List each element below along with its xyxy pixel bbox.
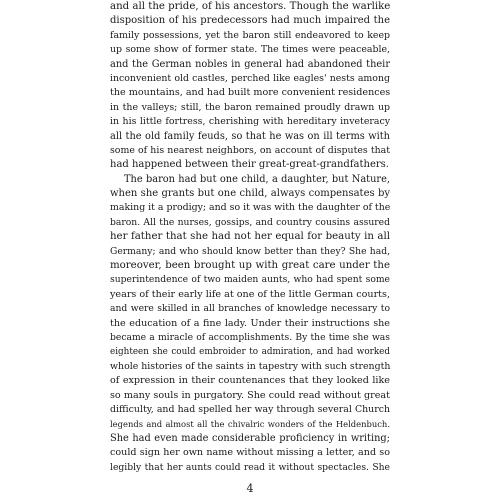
text-line: and the German nobles in general had abandoned their [110, 58, 390, 70]
text-line: years of their early life at one of the little German courts, [110, 288, 390, 300]
text-line: became a miracle of accomplishments. By the time she was [110, 331, 390, 343]
paragraph-1 [110, 0, 390, 173]
text-line: up some show of former state. The times were peaceable, [110, 44, 390, 56]
text-line: baron. All the nurses, gossips, and country cousins assured [110, 216, 390, 228]
text-line: in the valleys; still, the baron remained proudly drawn up [110, 101, 390, 113]
text-line: legends and almost all the chivalric wonders of the Heldenbuch. [110, 419, 390, 430]
text-line: could sign her own name without missing a letter, and so [110, 447, 390, 459]
text-line: and all the pride, of his ancestors. Though the warlike [110, 1, 391, 12]
text-line: and were skilled in all branches of knowledge necessary to [110, 303, 390, 315]
paragraph-2 [110, 173, 390, 475]
text-line: all the old family feuds, so that he was on ill terms with [110, 130, 390, 142]
text-line: family possessions, yet the baron still endeavored to keep [110, 29, 390, 41]
text-line: the education of a fine lady. Under their instructions she [110, 317, 390, 329]
text-line: the mountains, and had built more convenient residences [110, 87, 391, 99]
text-line: when she grants but one child, always compensates by [110, 188, 390, 200]
text-line: moreover, been brought up with great care under the [110, 260, 390, 272]
text-line: She had even made considerable proficiency in writing; [110, 432, 390, 444]
text-line: difficulty, and had spelled her way through several Church [110, 403, 390, 415]
page-number: 4 [246, 482, 254, 495]
text-line: legibly that her aunts could read it without spectacles. She [110, 461, 390, 473]
text-line: in his little fortress, cherishing with hereditary inveteracy [110, 116, 390, 128]
text-line: whole histories of the saints in tapestry with such strength [110, 360, 391, 372]
text-line: had happened between their great-great-grandfathers. [110, 159, 389, 171]
text-line: so many souls in purgatory. She could read without great [110, 389, 390, 401]
body-text [110, 0, 390, 475]
text-line: eighteen she could embroider to admiration, and had worked [110, 347, 390, 358]
text-line: inconvenient old castles, perched like eagles' nests among [110, 72, 390, 84]
text-line: disposition of his predecessors had much impaired the [110, 15, 390, 27]
text-line: her father that she had not her equal for beauty in all [110, 231, 390, 243]
text-line: Germany; and who should know better than they? She had, [110, 245, 390, 257]
text-line: superintendence of two maiden aunts, who had spent some [110, 274, 390, 286]
text-line: of expression in their countenances that they looked like [110, 375, 390, 387]
text-line: making it a prodigy; and so it was with the daughter of the [110, 202, 391, 214]
text-line: some of his nearest neighbors, on account of disputes that [110, 144, 390, 156]
text-line: The baron had but one child, a daughter, but Nature, [124, 173, 390, 185]
